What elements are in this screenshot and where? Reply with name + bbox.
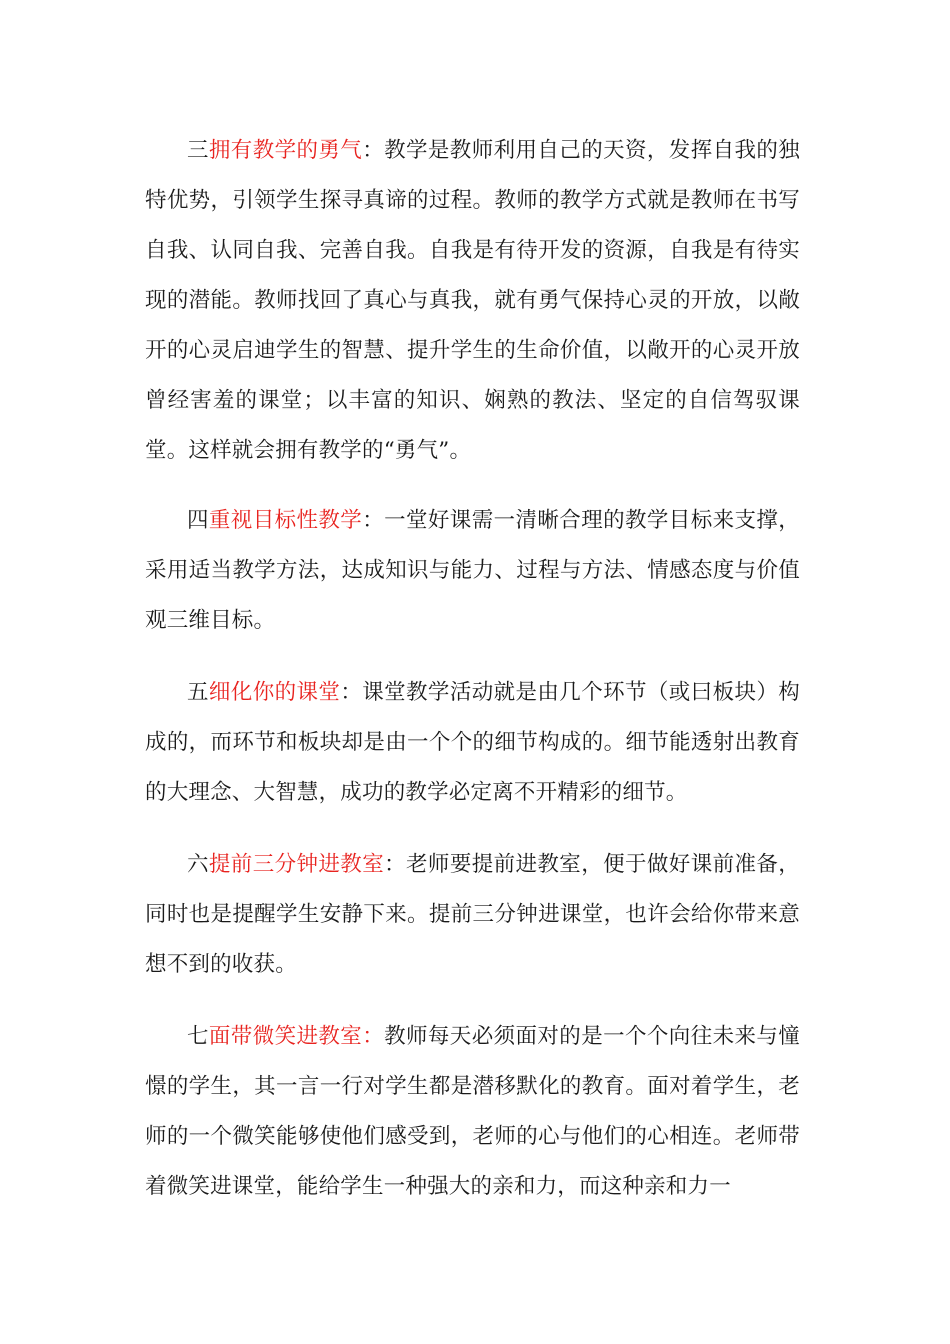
paragraph-text: 一堂好课需一清晰合理的教学目标来支撑，采用适当教学方法，达成知识与能力、过程与方法、情感态度与价值观三维目标。 (145, 508, 800, 633)
paragraph-number: 五 (187, 680, 209, 705)
document-body (145, 126, 800, 1234)
paragraph-goal-teaching (145, 496, 800, 646)
paragraph-heading: 拥有教学的勇气 (208, 138, 363, 163)
paragraph-heading: 重视目标性教学 (208, 508, 363, 533)
paragraph-heading: 面带微笑进教室： (208, 1024, 385, 1049)
paragraph-arrive-early (145, 840, 800, 990)
paragraph-courage (145, 126, 800, 476)
paragraph-heading: 细化你的课堂 (208, 680, 341, 705)
paragraph-heading: 提前三分钟进教室 (208, 852, 385, 877)
paragraph-text: 教师每天必须面对的是一个个向往未来与憧憬的学生，其一言一行对学生都是潜移默化的教育。面对着学生，老师的一个微笑能够使他们感受到，老师的心与他们的心相连。老师带着微笑进课堂，能给学生一种强大的亲和力，而这种亲和力一 (145, 1024, 800, 1199)
paragraph-text: 老师要提前进教室，便于做好课前准备，同时也是提醒学生安静下来。提前三分钟进课堂，也许会给你带来意想不到的收获。 (145, 852, 801, 977)
heading-colon: ： (362, 508, 385, 533)
paragraph-number: 四 (187, 508, 209, 533)
heading-colon: ： (340, 680, 363, 705)
paragraph-text: 课堂教学活动就是由几个环节（或曰板块）构成的，而环节和板块却是由一个个的细节构成的。细节能透射出教育的大理念、大智慧，成功的教学必定离不开精彩的细节。 (145, 680, 801, 805)
heading-colon: ： (384, 852, 407, 877)
paragraph-text: 教学是教师利用自己的天资，发挥自我的独特优势，引领学生探寻真谛的过程。教师的教学方式就是教师在书写自我、认同自我、完善自我。自我是有待开发的资源，自我是有待实现的潜能。教师找回了真心与真我，就有勇气保持心灵的开放，以敞开的心灵启迪学生的智慧、提升学生的生命价值，以敞开的心灵开放曾经害羞的课堂；以丰富的知识、娴熟的教法、坚定的自信驾驭课堂。这样就会拥有教学的“勇气”。 (145, 138, 800, 463)
paragraph-number: 七 (187, 1024, 209, 1049)
paragraph-number: 三 (187, 138, 209, 163)
paragraph-smile (145, 1012, 800, 1212)
paragraph-number: 六 (187, 852, 209, 877)
heading-colon: ： (362, 138, 385, 163)
paragraph-refine-class (145, 668, 800, 818)
